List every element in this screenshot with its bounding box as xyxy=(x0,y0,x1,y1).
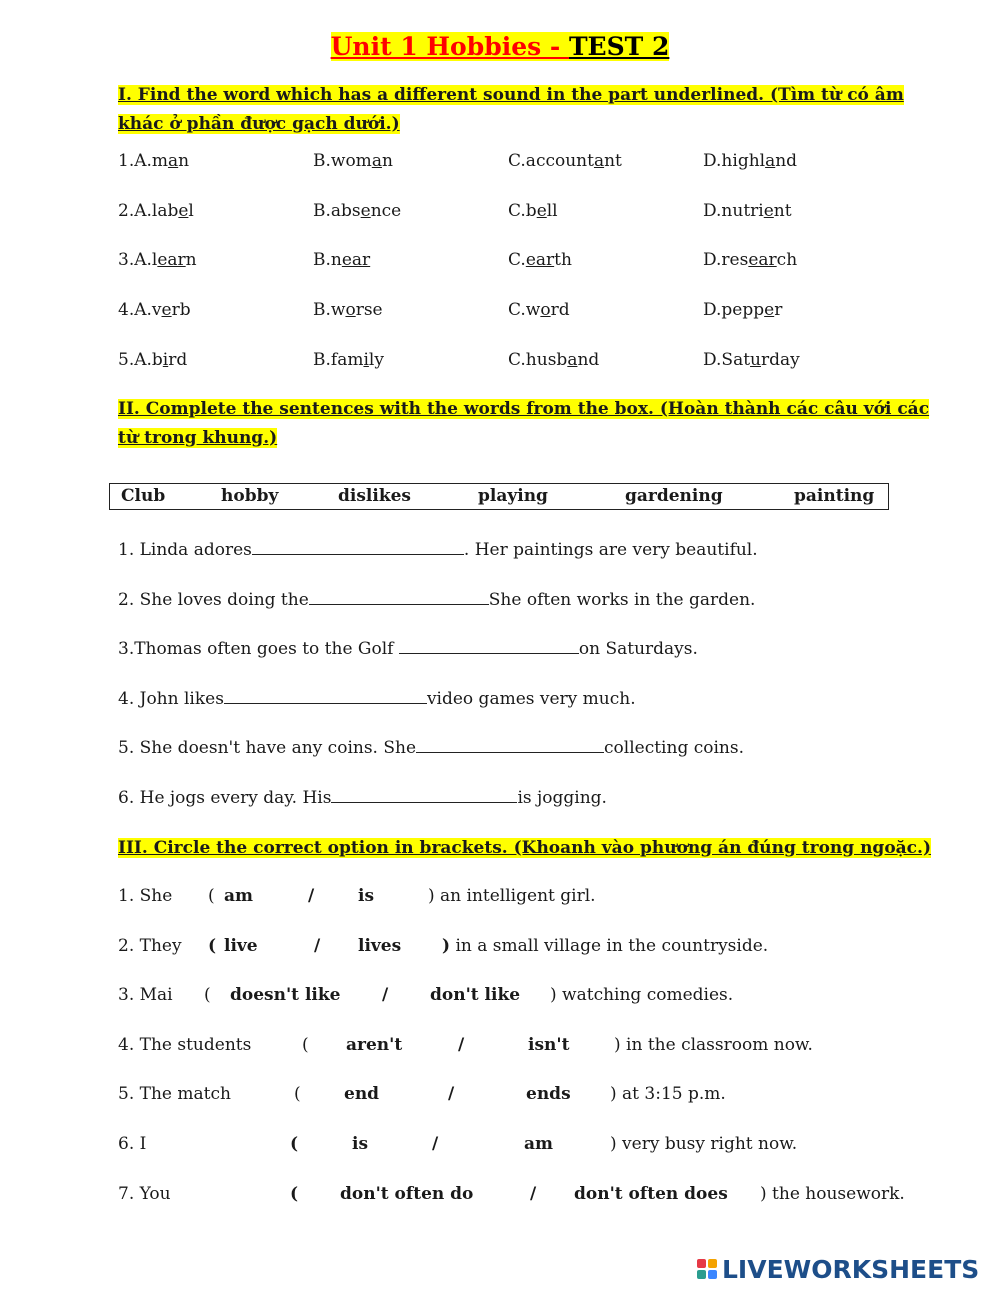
question-row xyxy=(118,147,938,175)
answer-option[interactable]: D.highland xyxy=(703,151,798,171)
logo-text: LIVEWORKSHEETS xyxy=(722,1254,980,1284)
box-word: dislikes xyxy=(338,486,411,506)
title-test: TEST 2 xyxy=(568,32,670,61)
answer-option[interactable]: 2.A.label xyxy=(118,201,194,221)
answer-blank[interactable] xyxy=(331,784,517,803)
answer-option[interactable]: C.word xyxy=(508,300,570,320)
liveworksheets-logo xyxy=(697,1254,979,1284)
title-unit: Unit 1 Hobbies - xyxy=(330,32,569,61)
answer-option[interactable]: 4.A.verb xyxy=(118,300,191,320)
item-lead: 6. I xyxy=(118,1134,147,1154)
answer-option[interactable]: D.research xyxy=(703,250,798,270)
item-lead: 4. The students xyxy=(118,1035,252,1055)
item-tail: ) the housework. xyxy=(760,1184,905,1204)
answer-option[interactable]: D.Saturday xyxy=(703,350,800,370)
choice-option[interactable]: end xyxy=(344,1084,380,1104)
fill-sentence: 1. Linda adores . Her paintings are very beautiful. xyxy=(118,536,758,564)
item-tail: ) an intelligent girl. xyxy=(428,886,596,906)
choice-item xyxy=(118,932,938,960)
fill-sentence: 5. She doesn't have any coins. She collecting coins. xyxy=(118,734,744,762)
answer-option[interactable]: D.nutrient xyxy=(703,201,792,221)
slash-separator: / xyxy=(458,1035,465,1055)
open-bracket: ( xyxy=(208,936,217,956)
open-bracket: ( xyxy=(302,1035,309,1055)
answer-blank[interactable] xyxy=(416,734,604,753)
choice-option[interactable]: is xyxy=(358,886,375,906)
answer-blank[interactable] xyxy=(399,635,579,654)
open-bracket: ( xyxy=(290,1184,299,1204)
choice-option[interactable]: isn't xyxy=(528,1035,570,1055)
choice-item xyxy=(118,1130,938,1158)
answer-option[interactable]: C.earth xyxy=(508,250,572,270)
answer-option[interactable]: B.absence xyxy=(313,201,402,221)
answer-option[interactable]: 5.A.bird xyxy=(118,350,188,370)
item-tail: ) very busy right now. xyxy=(610,1134,798,1154)
choice-option[interactable]: aren't xyxy=(346,1035,403,1055)
fill-sentence: 3.Thomas often goes to the Golf on Saturdays. xyxy=(118,635,698,663)
slash-separator: / xyxy=(382,985,389,1005)
box-word: gardening xyxy=(625,486,723,506)
logo-tiles-icon xyxy=(697,1259,717,1279)
choice-option[interactable]: lives xyxy=(358,936,402,956)
answer-blank[interactable] xyxy=(224,685,427,704)
fill-sentence: 4. John likes video games very much. xyxy=(118,685,636,713)
open-bracket: ( xyxy=(290,1134,299,1154)
box-word: Club xyxy=(121,486,166,506)
answer-option[interactable]: 1.A.man xyxy=(118,151,190,171)
item-lead: 3. Mai xyxy=(118,985,173,1005)
question-row xyxy=(118,296,938,324)
box-word: hobby xyxy=(221,486,279,506)
answer-option[interactable]: B.near xyxy=(313,250,371,270)
fill-sentence: 2. She loves doing the She often works in the garden. xyxy=(118,586,755,614)
item-tail: ) watching comedies. xyxy=(550,985,734,1005)
answer-option[interactable]: D.pepper xyxy=(703,300,783,320)
item-tail: ) at 3:15 p.m. xyxy=(610,1084,726,1104)
slash-separator: / xyxy=(314,936,321,956)
open-bracket: ( xyxy=(294,1084,301,1104)
question-row xyxy=(118,246,938,274)
choice-option[interactable]: is xyxy=(352,1134,369,1154)
question-row xyxy=(118,197,938,225)
choice-item xyxy=(118,882,938,910)
choice-item xyxy=(118,1031,938,1059)
slash-separator: / xyxy=(432,1134,439,1154)
answer-option[interactable]: 3.A.learn xyxy=(118,250,197,270)
section3-heading: III. Circle the correct option in brackets. (Khoanh vào phương án đúng trong ngoặc.) xyxy=(118,838,931,858)
box-word: playing xyxy=(478,486,548,506)
item-lead: 2. They xyxy=(118,936,182,956)
answer-option[interactable]: B.family xyxy=(313,350,384,370)
open-bracket: ( xyxy=(204,985,211,1005)
choice-option[interactable]: ends xyxy=(526,1084,571,1104)
page-title xyxy=(0,30,1000,64)
word-box xyxy=(109,483,889,510)
answer-option[interactable]: C.husband xyxy=(508,350,600,370)
answer-option[interactable]: B.worse xyxy=(313,300,383,320)
choice-option[interactable]: don't often does xyxy=(574,1184,728,1204)
slash-separator: / xyxy=(530,1184,537,1204)
choice-option[interactable]: am xyxy=(524,1134,554,1154)
choice-item xyxy=(118,1080,938,1108)
fill-sentence: 6. He jogs every day. His is jogging. xyxy=(118,784,607,812)
choice-option[interactable]: live xyxy=(224,936,258,956)
answer-option[interactable]: C.accountant xyxy=(508,151,622,171)
section2-heading: II. Complete the sentences with the words from the box. (Hoàn thành các câu với các từ trong khung.) xyxy=(118,399,930,448)
box-word: painting xyxy=(794,486,875,506)
answer-blank[interactable] xyxy=(252,536,464,555)
choice-option[interactable]: am xyxy=(224,886,254,906)
item-lead: 7. You xyxy=(118,1184,171,1204)
item-lead: 1. She xyxy=(118,886,173,906)
item-tail: ) in a small village in the countryside. xyxy=(442,936,769,956)
choice-option[interactable]: doesn't like xyxy=(230,985,341,1005)
question-row xyxy=(118,346,938,374)
answer-blank[interactable] xyxy=(309,586,489,605)
choice-item xyxy=(118,1180,938,1208)
open-bracket: ( xyxy=(208,886,215,906)
choice-option[interactable]: don't often do xyxy=(340,1184,474,1204)
item-lead: 5. The match xyxy=(118,1084,231,1104)
choice-option[interactable]: don't like xyxy=(430,985,521,1005)
slash-separator: / xyxy=(308,886,315,906)
answer-option[interactable]: C.bell xyxy=(508,201,558,221)
answer-option[interactable]: B.woman xyxy=(313,151,393,171)
choice-item xyxy=(118,981,938,1009)
slash-separator: / xyxy=(448,1084,455,1104)
section1-heading: I. Find the word which has a different sound in the part underlined. (Tìm từ có âm khác ở phần được gạch dưới.) xyxy=(118,85,904,134)
item-tail: ) in the classroom now. xyxy=(614,1035,813,1055)
